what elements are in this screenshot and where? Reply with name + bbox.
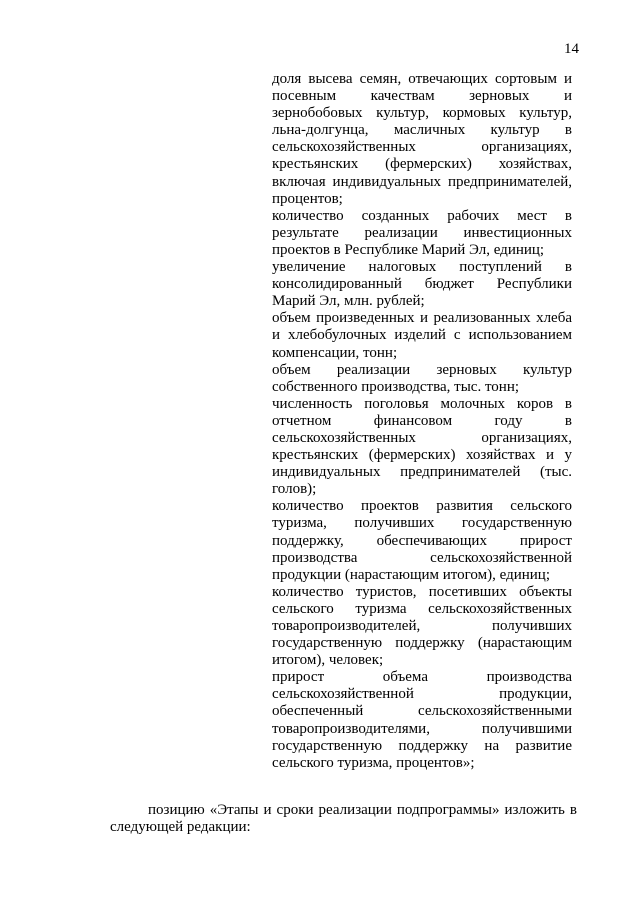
list-item: прирост объема производства сельскохозяйственной продукции, обеспеченный сельскохозяйственными товаропроизводителями, получившими государственную поддержку на развитие сельского туризма, процентов»; [272,669,572,771]
list-item: доля высева семян, отвечающих сортовым и посевным качествам зерновых и зернобобовых культур, кормовых культур, льна-долгунца, масличных культур в сельскохозяйственных организациях, крестьянских (фермерских) хозяйствах, включая индивидуальных предпринимателей, процентов; [272,71,572,207]
list-item: объем реализации зерновых культур собственного производства, тыс. тонн; [272,361,572,395]
list-item: численность поголовья молочных коров в отчетном финансовом году в сельскохозяйственных организациях, крестьянских (фермерских) хозяйствах и у индивидуальных предпринимателей (тыс. голов); [272,395,572,498]
list-item: объем произведенных и реализованных хлеба и хлебобулочных изделий с использованием компенсации, тонн; [272,310,572,361]
page-number: 14 [564,41,579,57]
closing-paragraph: позицию «Этапы и сроки реализации подпрограммы» изложить в следующей редакции: [110,802,577,836]
list-item: количество проектов развития сельского туризма, получивших государственную поддержку, обеспечивающих прирост производства сельскохозяйственной продукции (нарастающим итогом), единиц; [272,498,572,583]
indicator-list [272,71,572,772]
list-item: количество туристов, посетивших объекты сельского туризма сельскохозяйственных товаропроизводителей, получивших государственную поддержку (нарастающим итогом), человек; [272,583,572,669]
list-item: увеличение налоговых поступлений в консолидированный бюджет Республики Марий Эл, млн. рублей; [272,259,572,310]
list-item: количество созданных рабочих мест в результате реализации инвестиционных проектов в Республике Марий Эл, единиц; [272,207,572,258]
